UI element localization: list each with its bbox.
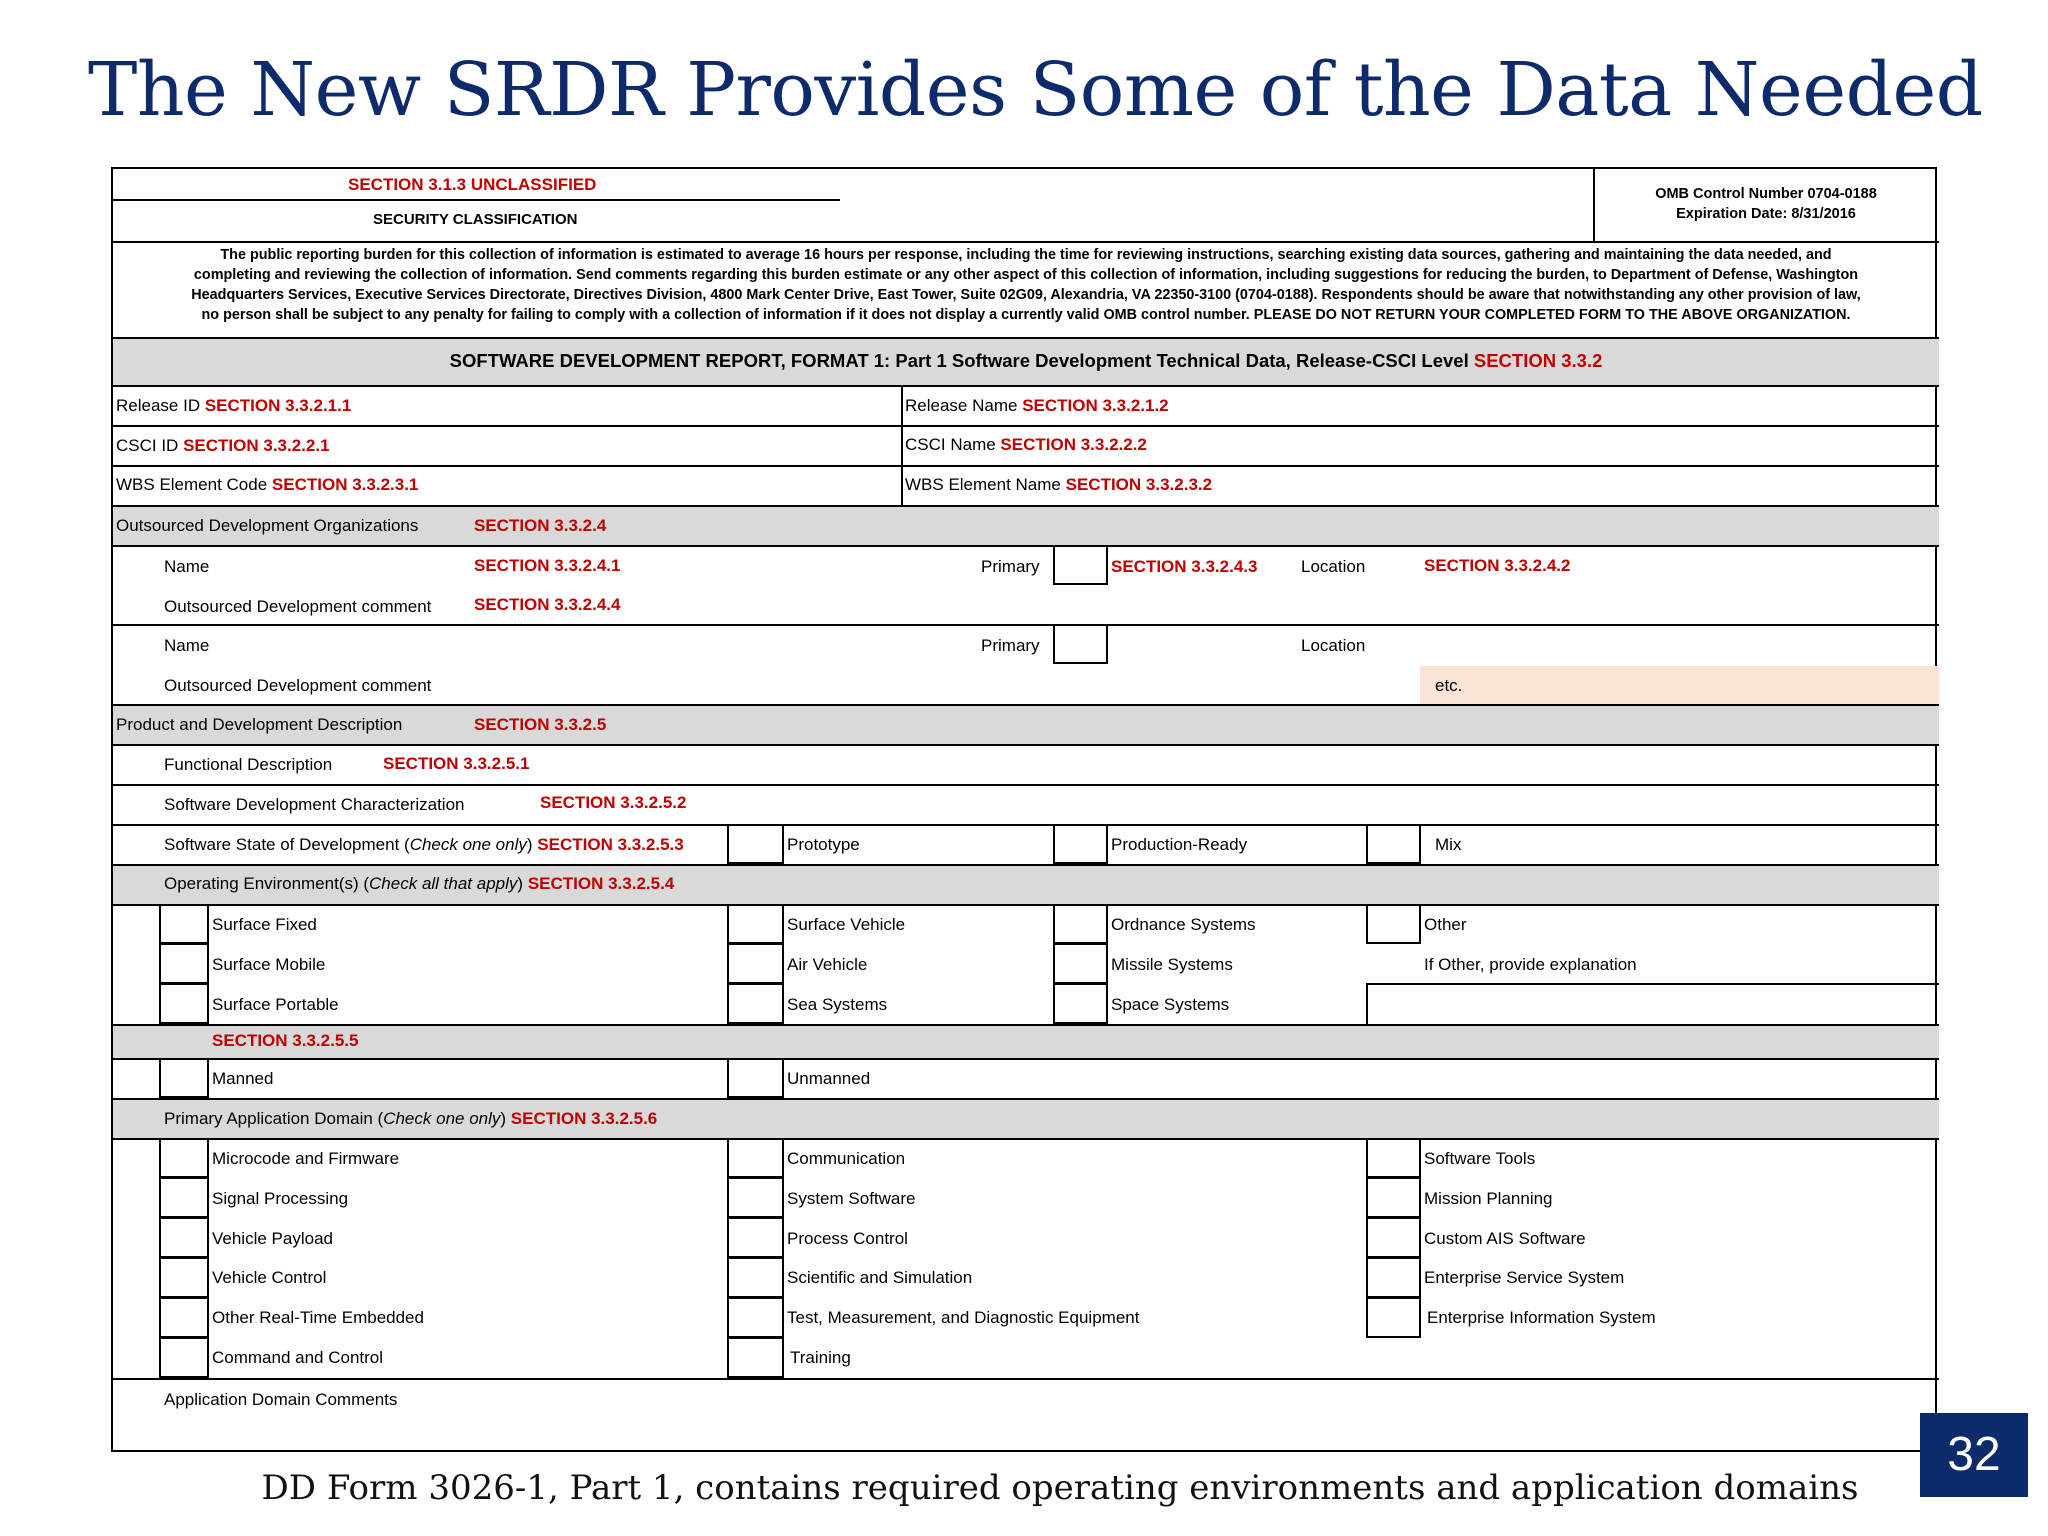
location-label: Location xyxy=(1301,557,1366,576)
domain-comments-label: Application Domain Comments xyxy=(164,1390,398,1409)
sw-state-label: Software State of Development (Check one only) SECTION 3.3.2.5.3 xyxy=(164,835,684,854)
domain-option: Process Control xyxy=(787,1229,908,1248)
domain-checkbox[interactable] xyxy=(1366,1138,1421,1178)
op-env-checkbox[interactable] xyxy=(727,943,784,984)
primary-label: Primary xyxy=(981,557,1040,576)
domain-option: System Software xyxy=(787,1189,916,1208)
application-domain-label: Primary Application Domain (Check one only) SECTION 3.3.2.5.6 xyxy=(164,1109,658,1128)
location-label-2: Location xyxy=(1301,636,1366,655)
domain-checkbox[interactable] xyxy=(727,1138,784,1178)
op-env-other-checkbox[interactable] xyxy=(1366,904,1421,944)
op-env-option: Surface Vehicle xyxy=(787,915,906,934)
state-option-prototype: Prototype xyxy=(787,835,860,854)
op-env-checkbox[interactable] xyxy=(1053,983,1108,1024)
production-ready-checkbox[interactable] xyxy=(1053,824,1108,864)
op-env-option: Missile Systems xyxy=(1111,955,1233,974)
unmanned-label: Unmanned xyxy=(787,1069,871,1088)
op-env-checkbox[interactable] xyxy=(159,904,209,944)
domain-option: Microcode and Firmware xyxy=(212,1149,400,1168)
outsourced-comment-label: Outsourced Development comment xyxy=(164,597,432,616)
sw-dev-characterization-section[interactable]: SECTION 3.3.2.5.2 xyxy=(540,793,687,812)
org-name-label: Name xyxy=(164,557,210,576)
slide-title: The New SRDR Provides Some of the Data Needed xyxy=(88,47,1983,133)
primary-checkbox-2[interactable] xyxy=(1053,624,1108,664)
org-name-label-2: Name xyxy=(164,636,210,655)
release-name-field[interactable]: Release Name SECTION 3.3.2.1.2 xyxy=(905,396,1169,415)
wbs-element-name-field[interactable]: WBS Element Name SECTION 3.3.2.3.2 xyxy=(905,475,1213,494)
operating-environment-label: Operating Environment(s) (Check all that apply) SECTION 3.3.2.5.4 xyxy=(164,874,675,893)
outsourced-comment-section[interactable]: SECTION 3.3.2.4.4 xyxy=(474,595,621,614)
domain-option: Scientific and Simulation xyxy=(787,1268,973,1287)
page-number: 32 xyxy=(1920,1413,2028,1497)
burden-notice xyxy=(113,245,1939,325)
op-env-checkbox[interactable] xyxy=(727,983,784,1024)
notice-line: completing and reviewing the collection of information. Send comments regarding this burden estimate or any other aspect of this collection of information, including suggestions for reducing the burden, to Department of Defense, Washington xyxy=(193,267,1859,283)
domain-option: Signal Processing xyxy=(212,1189,349,1208)
domain-option: Test, Measurement, and Diagnostic Equipment xyxy=(787,1308,1140,1327)
state-option-mix: Mix xyxy=(1435,835,1462,854)
notice-line: The public reporting burden for this collection of information is estimated to average 16 hours per response, including the time for reviewing instructions, searching existing data sources, gathering and maintaining the data needed, and xyxy=(220,247,1832,263)
notice-line: no person shall be subject to any penalty for failing to comply with a collection of information if it does not display a currently valid OMB control number. PLEASE DO NOT RETURN YOUR COMPLETED FORM TO THE ABOVE ORGANIZATION. xyxy=(201,307,1851,323)
notice-line: Headquarters Services, Executive Services Directorate, Directives Division, 4800 Mark Center Drive, East Tower, Suite 02G09, Alexandria, VA 22350-3100 (0704-0188). Respondents should be aware that notwithstanding any other provision of law, xyxy=(191,287,1861,303)
etc-label: etc. xyxy=(1435,676,1463,695)
unmanned-checkbox[interactable] xyxy=(727,1058,784,1098)
domain-option: Vehicle Control xyxy=(212,1268,327,1287)
functional-description-section[interactable]: SECTION 3.3.2.5.1 xyxy=(383,754,530,773)
op-env-option: Surface Portable xyxy=(212,995,339,1014)
domain-comments-field[interactable] xyxy=(113,1413,1939,1449)
report-header: SOFTWARE DEVELOPMENT REPORT, FORMAT 1: Part 1 Software Development Technical Data, Release-CSCI Level SECTION 3.3.2 xyxy=(449,350,1603,371)
op-env-option: Space Systems xyxy=(1111,995,1230,1014)
omb-control-number: OMB Control Number 0704-0188 xyxy=(1655,186,1877,202)
sw-dev-characterization-label: Software Development Characterization xyxy=(164,795,465,814)
domain-checkbox[interactable] xyxy=(159,1337,209,1378)
domain-option: Communication xyxy=(787,1149,906,1168)
domain-checkbox[interactable] xyxy=(159,1138,209,1178)
release-id-field[interactable]: Release ID SECTION 3.3.2.1.1 xyxy=(116,396,352,415)
manned-checkbox[interactable] xyxy=(159,1058,209,1098)
op-env-other-label: Other xyxy=(1424,915,1467,934)
op-env-option: Sea Systems xyxy=(787,995,888,1014)
mix-checkbox[interactable] xyxy=(1366,824,1421,864)
domain-checkbox[interactable] xyxy=(727,1297,784,1338)
domain-checkbox[interactable] xyxy=(727,1177,784,1218)
domain-checkbox[interactable] xyxy=(159,1257,209,1298)
op-env-option: Surface Mobile xyxy=(212,955,326,974)
functional-description-label: Functional Description xyxy=(164,755,333,774)
domain-checkbox[interactable] xyxy=(727,1217,784,1258)
primary-section: SECTION 3.3.2.4.3 xyxy=(1111,557,1258,576)
manned-section: SECTION 3.3.2.5.5 xyxy=(212,1031,359,1050)
op-env-option: Surface Fixed xyxy=(212,915,317,934)
domain-option: Custom AIS Software xyxy=(1424,1229,1586,1248)
domain-checkbox[interactable] xyxy=(727,1337,784,1378)
prototype-checkbox[interactable] xyxy=(727,824,784,864)
domain-option: Training xyxy=(790,1348,851,1367)
product-description-label: Product and Development Description xyxy=(116,715,403,734)
primary-label-2: Primary xyxy=(981,636,1040,655)
org-name-section[interactable]: SECTION 3.3.2.4.1 xyxy=(474,556,621,575)
domain-option: Command and Control xyxy=(212,1348,384,1367)
op-env-checkbox[interactable] xyxy=(159,943,209,984)
expiration-date: Expiration Date: 8/31/2016 xyxy=(1676,206,1856,222)
domain-checkbox[interactable] xyxy=(159,1297,209,1338)
product-description-section: SECTION 3.3.2.5 xyxy=(474,715,607,734)
slide-footer: DD Form 3026-1, Part 1, contains required operating environments and application domains xyxy=(261,1468,1859,1508)
domain-checkbox[interactable] xyxy=(1366,1177,1421,1218)
csci-id-field[interactable]: CSCI ID SECTION 3.3.2.2.1 xyxy=(116,436,330,455)
op-env-checkbox[interactable] xyxy=(1053,904,1108,944)
section-classification: SECTION 3.1.3 UNCLASSIFIED xyxy=(348,175,597,194)
op-env-other-explain-label: If Other, provide explanation xyxy=(1424,955,1637,974)
op-env-checkbox[interactable] xyxy=(1053,943,1108,984)
location-section[interactable]: SECTION 3.3.2.4.2 xyxy=(1424,556,1571,575)
domain-option: Vehicle Payload xyxy=(212,1229,333,1248)
op-env-checkbox[interactable] xyxy=(159,983,209,1024)
wbs-element-code-field[interactable]: WBS Element Code SECTION 3.3.2.3.1 xyxy=(116,475,419,494)
domain-checkbox[interactable] xyxy=(1366,1297,1421,1338)
outsourced-orgs-label: Outsourced Development Organizations xyxy=(116,516,419,535)
domain-checkbox[interactable] xyxy=(1366,1217,1421,1258)
domain-option: Enterprise Service System xyxy=(1424,1268,1625,1287)
manned-label: Manned xyxy=(212,1069,274,1088)
outsourced-comment-label-2: Outsourced Development comment xyxy=(164,676,432,695)
csci-name-field[interactable]: CSCI Name SECTION 3.3.2.2.2 xyxy=(905,435,1147,454)
op-env-checkbox[interactable] xyxy=(727,904,784,944)
domain-checkbox[interactable] xyxy=(1366,1257,1421,1298)
op-env-option: Air Vehicle xyxy=(787,955,868,974)
domain-checkbox[interactable] xyxy=(159,1177,209,1218)
primary-checkbox[interactable] xyxy=(1053,545,1108,585)
state-option-production-ready: Production-Ready xyxy=(1111,835,1248,854)
outsourced-orgs-section: SECTION 3.3.2.4 xyxy=(474,516,607,535)
domain-option: Mission Planning xyxy=(1424,1189,1553,1208)
domain-checkbox[interactable] xyxy=(159,1217,209,1258)
domain-option: Other Real-Time Embedded xyxy=(212,1308,424,1327)
dd-form-3026-1 xyxy=(111,167,1937,1452)
op-env-option: Ordnance Systems xyxy=(1111,915,1256,934)
domain-option: Software Tools xyxy=(1424,1149,1536,1168)
domain-option: Enterprise Information System xyxy=(1427,1308,1656,1327)
security-classification-label: SECURITY CLASSIFICATION xyxy=(373,211,578,228)
domain-checkbox[interactable] xyxy=(727,1257,784,1298)
